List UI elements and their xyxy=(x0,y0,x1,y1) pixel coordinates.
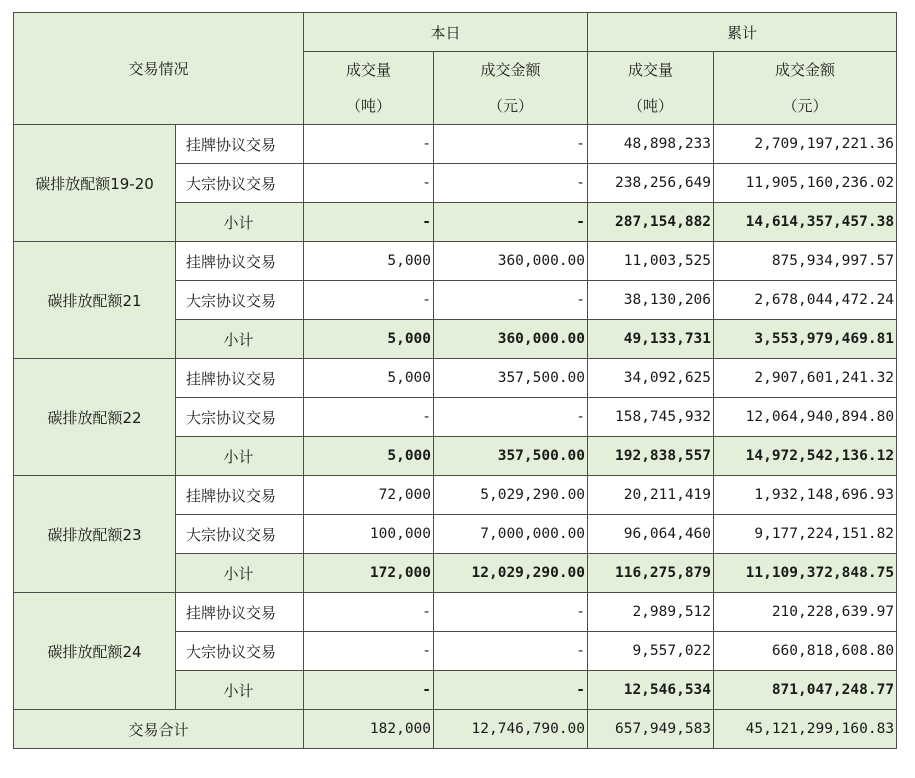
cum-volume-cell: 2,989,512 xyxy=(588,593,714,632)
day-amount-cell: 360,000.00 xyxy=(434,242,588,281)
total-cum-amount: 45,121,299,160.83 xyxy=(714,710,897,749)
cum-amount-cell: 2,907,601,241.32 xyxy=(714,359,897,398)
trade-type: 大宗协议交易 xyxy=(176,632,304,671)
volume-unit: （吨） xyxy=(346,97,392,115)
today-volume-header xyxy=(304,52,434,125)
volume-label: 成交量 xyxy=(346,61,392,79)
day-volume-cell: 5,000 xyxy=(304,242,434,281)
day-amount-cell: 357,500.00 xyxy=(434,437,588,476)
day-volume-cell: - xyxy=(304,632,434,671)
cum-amount-cell: 3,553,979,469.81 xyxy=(714,320,897,359)
day-volume-cell: 5,000 xyxy=(304,437,434,476)
cum-amount-cell: 14,614,357,457.38 xyxy=(714,203,897,242)
day-volume-cell: 172,000 xyxy=(304,554,434,593)
total-row xyxy=(14,710,897,749)
amount-unit: （元） xyxy=(782,97,828,115)
cum-amount-cell: 660,818,608.80 xyxy=(714,632,897,671)
cum-volume-cell: 11,003,525 xyxy=(588,242,714,281)
cum-volume-cell: 48,898,233 xyxy=(588,125,714,164)
volume-label: 成交量 xyxy=(628,61,674,79)
cum-amount-cell: 871,047,248.77 xyxy=(714,671,897,710)
trade-type: 大宗协议交易 xyxy=(176,398,304,437)
trade-type: 大宗协议交易 xyxy=(176,281,304,320)
subtotal-label: 小计 xyxy=(176,320,304,359)
cumulative-header: 累计 xyxy=(588,13,897,52)
cum-volume-cell: 116,275,879 xyxy=(588,554,714,593)
allowance-group-label: 碳排放配额24 xyxy=(14,593,176,710)
total-cum-volume: 657,949,583 xyxy=(588,710,714,749)
cumulative-amount-header xyxy=(714,52,897,125)
trade-type: 大宗协议交易 xyxy=(176,515,304,554)
subtotal-label: 小计 xyxy=(176,203,304,242)
day-volume-cell: - xyxy=(304,203,434,242)
cum-volume-cell: 96,064,460 xyxy=(588,515,714,554)
day-amount-cell: 7,000,000.00 xyxy=(434,515,588,554)
cum-amount-cell: 2,678,044,472.24 xyxy=(714,281,897,320)
day-amount-cell: - xyxy=(434,203,588,242)
trade-type: 挂牌协议交易 xyxy=(176,242,304,281)
total-day-amount: 12,746,790.00 xyxy=(434,710,588,749)
total-day-volume: 182,000 xyxy=(304,710,434,749)
trade-type: 挂牌协议交易 xyxy=(176,125,304,164)
day-amount-cell: 12,029,290.00 xyxy=(434,554,588,593)
day-amount-cell: - xyxy=(434,281,588,320)
table-row xyxy=(14,125,897,164)
trade-type: 挂牌协议交易 xyxy=(176,593,304,632)
volume-unit: （吨） xyxy=(628,97,674,115)
allowance-group-label: 碳排放配额23 xyxy=(14,476,176,593)
carbon-trading-table xyxy=(13,12,897,749)
today-header: 本日 xyxy=(304,13,588,52)
cum-volume-cell: 20,211,419 xyxy=(588,476,714,515)
cumulative-volume-header xyxy=(588,52,714,125)
trade-type: 挂牌协议交易 xyxy=(176,359,304,398)
today-amount-header xyxy=(434,52,588,125)
day-volume-cell: - xyxy=(304,125,434,164)
cum-volume-cell: 34,092,625 xyxy=(588,359,714,398)
cum-volume-cell: 12,546,534 xyxy=(588,671,714,710)
day-amount-cell: 357,500.00 xyxy=(434,359,588,398)
day-volume-cell: 5,000 xyxy=(304,359,434,398)
day-amount-cell: - xyxy=(434,164,588,203)
cum-amount-cell: 12,064,940,894.80 xyxy=(714,398,897,437)
trade-type: 挂牌协议交易 xyxy=(176,476,304,515)
cum-volume-cell: 287,154,882 xyxy=(588,203,714,242)
amount-unit: （元） xyxy=(488,97,534,115)
subtotal-label: 小计 xyxy=(176,554,304,593)
day-volume-cell: - xyxy=(304,164,434,203)
cum-volume-cell: 38,130,206 xyxy=(588,281,714,320)
day-volume-cell: - xyxy=(304,593,434,632)
day-volume-cell: - xyxy=(304,671,434,710)
cum-volume-cell: 9,557,022 xyxy=(588,632,714,671)
day-amount-cell: - xyxy=(434,593,588,632)
day-amount-cell: - xyxy=(434,671,588,710)
cum-amount-cell: 2,709,197,221.36 xyxy=(714,125,897,164)
total-label: 交易合计 xyxy=(14,710,304,749)
allowance-group-label: 碳排放配额22 xyxy=(14,359,176,476)
trade-situation-header: 交易情况 xyxy=(14,13,304,125)
table-row xyxy=(14,242,897,281)
cum-volume-cell: 192,838,557 xyxy=(588,437,714,476)
trade-type: 大宗协议交易 xyxy=(176,164,304,203)
day-amount-cell: - xyxy=(434,398,588,437)
cum-volume-cell: 238,256,649 xyxy=(588,164,714,203)
day-amount-cell: - xyxy=(434,125,588,164)
table-body xyxy=(14,125,897,710)
table-row xyxy=(14,359,897,398)
subtotal-label: 小计 xyxy=(176,437,304,476)
day-volume-cell: 100,000 xyxy=(304,515,434,554)
cum-amount-cell: 11,905,160,236.02 xyxy=(714,164,897,203)
subtotal-label: 小计 xyxy=(176,671,304,710)
cum-amount-cell: 14,972,542,136.12 xyxy=(714,437,897,476)
day-volume-cell: - xyxy=(304,281,434,320)
cum-amount-cell: 9,177,224,151.82 xyxy=(714,515,897,554)
day-volume-cell: - xyxy=(304,398,434,437)
cum-volume-cell: 158,745,932 xyxy=(588,398,714,437)
day-volume-cell: 72,000 xyxy=(304,476,434,515)
amount-label: 成交金额 xyxy=(480,61,541,79)
table-row xyxy=(14,593,897,632)
cum-amount-cell: 210,228,639.97 xyxy=(714,593,897,632)
day-amount-cell: 360,000.00 xyxy=(434,320,588,359)
cum-volume-cell: 49,133,731 xyxy=(588,320,714,359)
cum-amount-cell: 11,109,372,848.75 xyxy=(714,554,897,593)
day-amount-cell: 5,029,290.00 xyxy=(434,476,588,515)
day-volume-cell: 5,000 xyxy=(304,320,434,359)
allowance-group-label: 碳排放配额19-20 xyxy=(14,125,176,242)
day-amount-cell: - xyxy=(434,632,588,671)
cum-amount-cell: 1,932,148,696.93 xyxy=(714,476,897,515)
table-row xyxy=(14,476,897,515)
allowance-group-label: 碳排放配额21 xyxy=(14,242,176,359)
cum-amount-cell: 875,934,997.57 xyxy=(714,242,897,281)
amount-label: 成交金额 xyxy=(775,61,836,79)
